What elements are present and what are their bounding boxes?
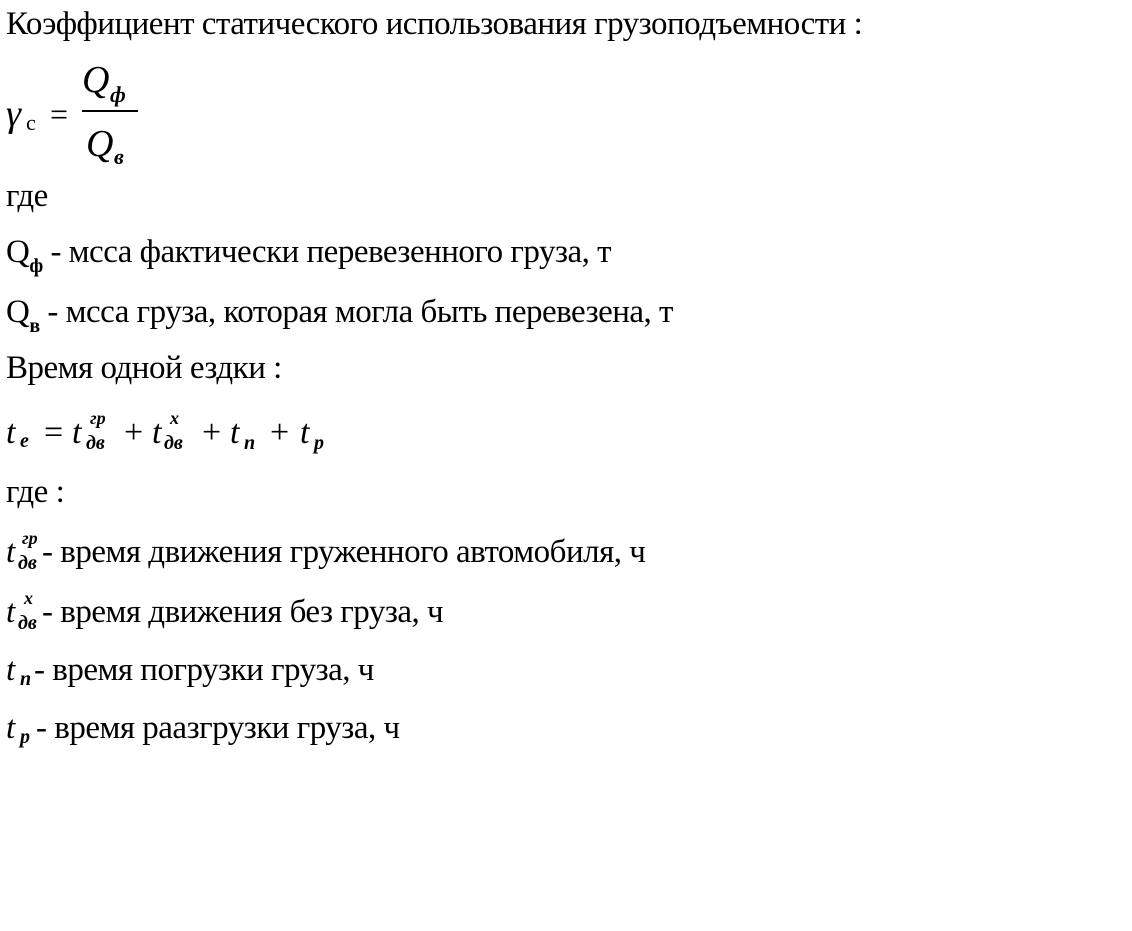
q-possible-text: - мсса груза, которая могла быть перевезена, т — [39, 294, 673, 330]
empty-sub: дв — [18, 612, 37, 634]
definition-empty-time — [6, 588, 906, 638]
q-actual-subscript: ф — [29, 255, 43, 277]
heading-coefficient-text: Коэффициент статического использования грузоподъемности : — [6, 6, 863, 42]
empty-text: - время движения без груза, ч — [42, 594, 444, 630]
formula-trip-time — [6, 408, 346, 468]
gamma-subscript: с — [26, 110, 36, 135]
loading-sub: п — [20, 668, 32, 690]
empty-sup: х — [24, 588, 33, 608]
definition-q-possible — [6, 294, 673, 337]
where-label-2-text: где : — [6, 474, 65, 510]
tx-t: t — [152, 414, 162, 451]
q-possible-subscript: в — [29, 315, 40, 337]
definition-loading-time — [6, 646, 906, 696]
q-actual-symbol: Q — [6, 234, 30, 270]
numerator-sub: ф — [110, 82, 126, 107]
te-sub-e: е — [20, 430, 29, 452]
definition-unloading-time — [6, 704, 906, 754]
loaded-sup: гр — [22, 528, 38, 548]
heading-coefficient — [6, 8, 862, 41]
plus-3: + — [270, 414, 290, 451]
equals-sign: = — [50, 96, 69, 132]
te-equals: = — [44, 414, 64, 451]
definition-loaded-time — [6, 528, 906, 578]
loading-text: - время погрузки груза, ч — [34, 652, 374, 688]
formula-gamma — [6, 60, 146, 170]
heading-trip-time — [6, 352, 282, 385]
tgr-sub: дв — [86, 432, 105, 454]
loading-t: t — [6, 652, 16, 688]
where-label-1-text: где — [6, 178, 48, 214]
unloading-t: t — [6, 710, 16, 746]
tgr-t: t — [72, 414, 82, 451]
q-possible-symbol: Q — [6, 294, 30, 330]
plus-1: + — [124, 414, 144, 451]
tp-t: t — [230, 414, 240, 451]
denominator-q: Q — [86, 123, 114, 165]
plus-2: + — [202, 414, 222, 451]
tx-sub: дв — [164, 432, 183, 454]
where-label-2 — [6, 476, 64, 509]
unloading-sub: р — [20, 726, 30, 748]
loaded-t: t — [6, 534, 16, 570]
loaded-text: - время движения груженного автомобиля, ч — [42, 534, 646, 570]
tgr-sup: гр — [90, 408, 106, 428]
empty-t: t — [6, 594, 16, 630]
gamma-symbol: γ — [6, 93, 21, 135]
numerator-q: Q — [82, 59, 110, 101]
tr-sub: р — [314, 432, 324, 454]
fraction-bar — [82, 110, 138, 112]
tr-t: t — [300, 414, 310, 451]
te-t: t — [6, 414, 16, 451]
heading-trip-time-text: Время одной ездки : — [6, 350, 282, 386]
denominator-sub: в — [114, 144, 124, 169]
tp-sub: п — [244, 432, 256, 454]
loaded-sub: дв — [18, 552, 37, 574]
q-actual-text: - мсса фактически перевезенного груза, т — [42, 234, 612, 270]
tx-sup: х — [170, 408, 179, 428]
unloading-text: - время раазгрузки груза, ч — [36, 710, 400, 746]
where-label-1 — [6, 180, 48, 213]
definition-q-actual — [6, 234, 612, 277]
